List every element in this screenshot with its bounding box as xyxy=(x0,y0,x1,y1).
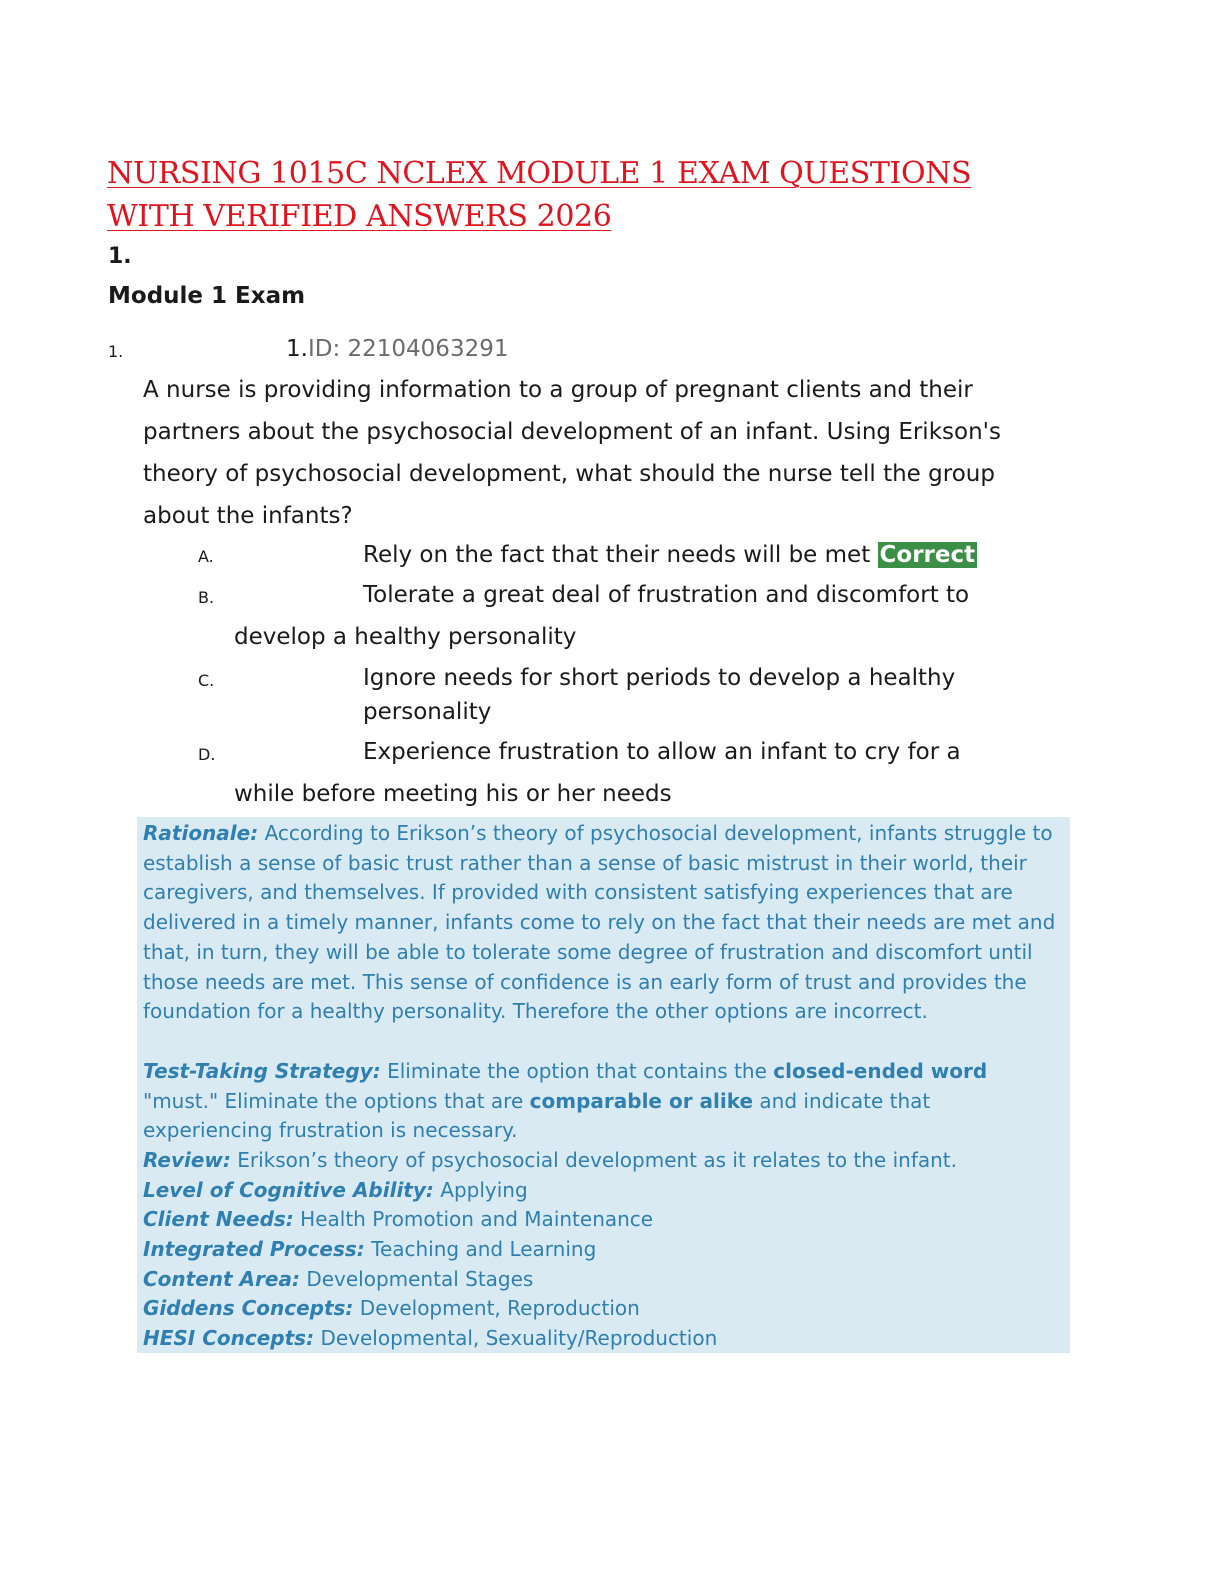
cognitive-line xyxy=(143,1176,1058,1206)
rationale-text: According to Erikson’s theory of psychosocial development, infants struggle to establish a sense of basic trust rather than a sense of basic mistrust in their world, their caregivers, and themselves. If provided with consistent satisfying experiences that are delivered in a timely manner, infants come to rely on the fact that their needs are met and that, in turn, they will be able to tolerate some degree of frustration and discomfort until those needs are met. This sense of confidence is an early form of trust and provides the foundation for a healthy personality. Therefore the other options are incorrect. xyxy=(143,821,1056,1024)
review-line xyxy=(143,1146,1058,1176)
cognitive-label: Level of Cognitive Ability: xyxy=(143,1178,434,1202)
question-number: 1. xyxy=(108,342,124,361)
rationale-label: Rationale: xyxy=(143,821,259,845)
strategy-text-1: Eliminate the option that contains the xyxy=(387,1059,767,1083)
giddens-text: Development, Reproduction xyxy=(359,1296,640,1320)
hesi-label: HESI Concepts: xyxy=(143,1326,315,1350)
strategy-label: Test-Taking Strategy: xyxy=(143,1059,381,1083)
question-id-prefix: 1. xyxy=(286,336,308,362)
document-title: NURSING 1015C NCLEX MODULE 1 EXAM QUESTIONS WITH VERIFIED ANSWERS 2026 xyxy=(107,156,972,234)
hesi-line xyxy=(143,1324,1058,1354)
content-area-line xyxy=(143,1265,1058,1295)
review-label: Review: xyxy=(143,1148,231,1172)
hesi-text: Developmental, Sexuality/Reproduction xyxy=(320,1326,718,1350)
client-needs-line xyxy=(143,1205,1058,1235)
cognitive-text: Applying xyxy=(440,1178,528,1202)
strategy-text-3: and indicate that experiencing frustration is necessary. xyxy=(143,1088,931,1143)
option-a xyxy=(363,538,977,572)
option-c-letter: C. xyxy=(198,671,215,690)
strategy-paragraph xyxy=(143,1057,1058,1146)
option-b-text: Tolerate a great deal of frustration and discomfort to xyxy=(363,582,970,608)
giddens-line xyxy=(143,1294,1058,1324)
content-area-text: Developmental Stages xyxy=(306,1267,534,1291)
rationale-paragraph xyxy=(143,819,1058,1027)
content-area-label: Content Area: xyxy=(143,1267,300,1291)
integrated-process-label: Integrated Process: xyxy=(143,1237,365,1261)
option-b-text-cont: develop a healthy personality xyxy=(234,624,577,650)
strategy-text-2: "must." Eliminate the options that are xyxy=(143,1088,524,1113)
option-a-letter: A. xyxy=(198,547,214,566)
client-needs-label: Client Needs: xyxy=(143,1207,294,1231)
strategy-bold-1: closed-ended word xyxy=(773,1059,988,1083)
option-a-text: Rely on the fact that their needs will be met xyxy=(363,542,871,568)
option-c-text-cont: personality xyxy=(363,699,492,725)
question-id-label: ID: 22104063291 xyxy=(307,336,509,362)
question-stem: A nurse is providing information to a group of pregnant clients and their partners about the psychosocial development of an infant. Using Erikson's theory of psychosocial development, what should the nurse tell the group about the infants? xyxy=(143,377,1001,529)
client-needs-text: Health Promotion and Maintenance xyxy=(300,1207,654,1231)
option-c-text: Ignore needs for short periods to develop a healthy xyxy=(363,665,956,691)
option-d-text-cont: while before meeting his or her needs xyxy=(234,781,672,807)
integrated-process-line xyxy=(143,1235,1058,1265)
strategy-bold-2: comparable or alike xyxy=(529,1088,754,1113)
section-number: 1. xyxy=(108,244,132,269)
integrated-process-text: Teaching and Learning xyxy=(371,1237,597,1261)
module-heading: Module 1 Exam xyxy=(108,283,306,309)
option-d-letter: D. xyxy=(198,745,216,764)
correct-badge: Correct xyxy=(879,542,976,568)
review-text: Erikson’s theory of psychosocial development as it relates to the infant. xyxy=(237,1148,958,1172)
giddens-label: Giddens Concepts: xyxy=(143,1296,354,1320)
question-id xyxy=(286,336,508,362)
option-d-text: Experience frustration to allow an infant to cry for a xyxy=(363,739,961,765)
option-b-letter: B. xyxy=(198,588,215,607)
